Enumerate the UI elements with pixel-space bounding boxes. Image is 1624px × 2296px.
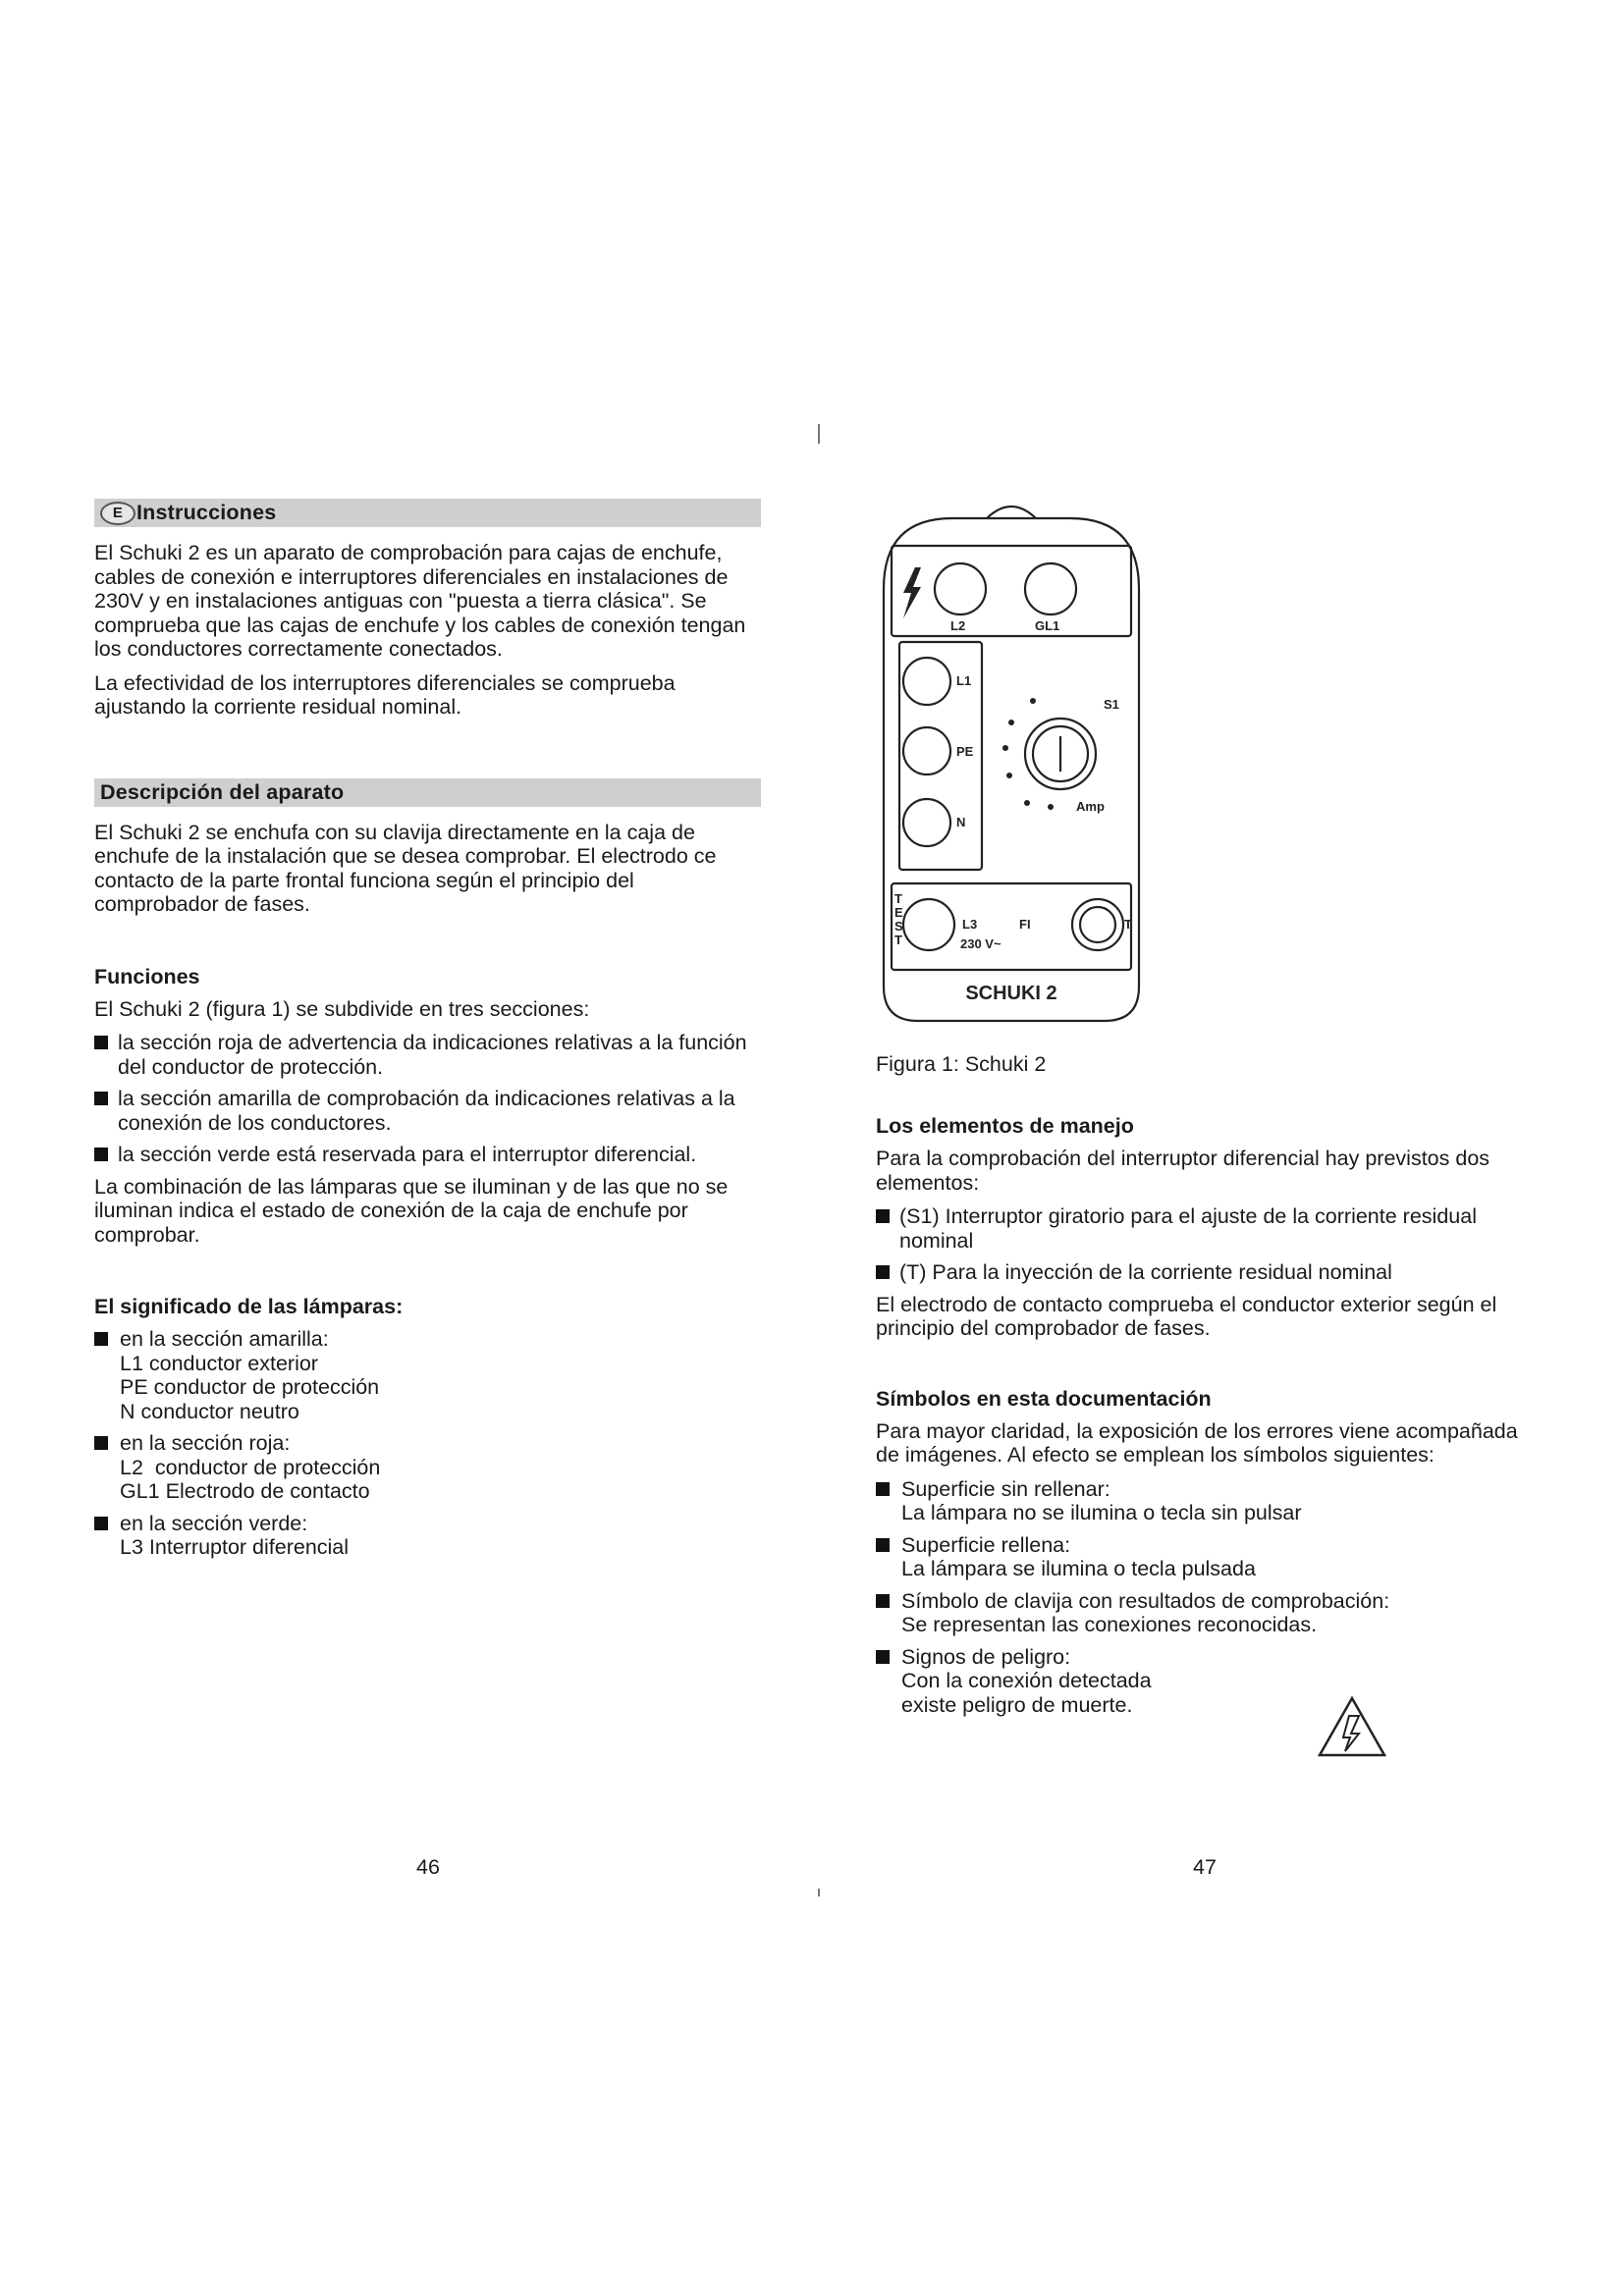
simbolos-title: Símbolos en esta documentación — [876, 1386, 1212, 1411]
manejo-list — [876, 1204, 1536, 1285]
list-item: la sección verde está reservada para el interruptor diferencial. — [94, 1143, 761, 1167]
lamp-pe — [903, 727, 950, 774]
label-t: T — [1124, 917, 1132, 932]
label-l2: L2 — [950, 618, 966, 633]
heading-descripcion: Descripción del aparato — [100, 779, 345, 804]
figure-caption: Figura 1: Schuki 2 — [876, 1052, 1047, 1076]
manejo-intro: Para la comprobación del interruptor diferencial hay previstos dos elementos: — [876, 1147, 1490, 1195]
switch-position-dots — [1002, 698, 1054, 810]
lamp-l2 — [935, 563, 986, 614]
device-name: SCHUKI 2 — [965, 983, 1057, 1004]
label-l3: L3 — [962, 917, 978, 932]
center-tick-top — [818, 424, 820, 444]
list-item: Superficie sin rellenar: La lámpara no se ilumina o tecla sin pulsar — [876, 1477, 1536, 1525]
funciones-summary: La combinación de las lámparas que se iluminan y de las que no se iluminan indica el estado de conexión de la caja de enchufe por comprobar. — [94, 1174, 729, 1247]
section-heading-instrucciones — [94, 499, 761, 527]
left-column — [94, 499, 761, 1568]
language-badge: E — [100, 502, 135, 525]
description-paragraph: El Schuki 2 se enchufa con su clavija directamente en la caja de enchufe de la instalación que se desea comprobar. El electrodo ce contacto de la parte frontal funciona según el principio del comprobador de fases. — [94, 820, 717, 916]
right-column — [876, 1113, 1536, 1725]
simbolos-list — [876, 1477, 1536, 1718]
label-fi: FI — [1019, 917, 1031, 932]
label-test-s: S — [894, 919, 903, 934]
label-gl1: GL1 — [1035, 618, 1060, 633]
heading-instrucciones: Instrucciones — [136, 501, 277, 524]
list-item: en la sección verde: L3 Interruptor diferencial — [94, 1512, 761, 1560]
label-n: N — [956, 815, 966, 829]
list-item: (S1) Interruptor giratorio para el ajuste de la corriente residual nominal — [876, 1204, 1536, 1253]
list-item: Símbolo de clavija con resultados de comprobación: Se representan las conexiones reconocidas. — [876, 1589, 1536, 1637]
lamparas-list — [94, 1327, 761, 1560]
label-l1: L1 — [956, 673, 972, 688]
simbolos-intro: Para mayor claridad, la exposición de los errores viene acompañada de imágenes. Al efecto se emplean los símbolos siguientes: — [876, 1418, 1518, 1467]
label-pe: PE — [956, 744, 974, 759]
label-test-t2: T — [894, 933, 902, 947]
label-voltage: 230 V~ — [960, 936, 1001, 951]
list-item: en la sección amarilla: L1 conductor exterior PE conductor de protección N conductor neutro — [94, 1327, 761, 1423]
list-item: Superficie rellena: La lámpara se ilumina o tecla pulsada — [876, 1533, 1536, 1581]
funciones-title: Funciones — [94, 964, 200, 988]
list-item: la sección roja de advertencia da indicaciones relativas a la función del conductor de protección. — [94, 1031, 761, 1079]
label-test-t1: T — [894, 891, 902, 906]
lightning-icon — [903, 567, 921, 618]
label-amp: Amp — [1076, 799, 1105, 814]
list-item: (T) Para la inyección de la corriente residual nominal — [876, 1260, 1536, 1285]
funciones-list — [94, 1031, 761, 1167]
label-test-e: E — [894, 905, 903, 920]
funciones-intro: El Schuki 2 (figura 1) se subdivide en tres secciones: — [94, 996, 590, 1021]
manejo-title: Los elementos de manejo — [876, 1114, 1134, 1138]
lamparas-title: El significado de las lámparas: — [94, 1295, 404, 1318]
lamp-l3 — [903, 899, 954, 950]
list-item: en la sección roja: L2 conductor de protección GL1 Electrodo de contacto — [94, 1431, 761, 1504]
list-item: la sección amarilla de comprobación da indicaciones relativas a la conexión de los conductores. — [94, 1087, 761, 1135]
page-number-left: 46 — [416, 1855, 440, 1879]
danger-warning-icon — [1316, 1694, 1388, 1759]
page-number-right: 47 — [1193, 1855, 1217, 1879]
center-tick-bottom — [818, 1889, 820, 1896]
manejo-paragraph: El electrodo de contacto comprueba el conductor exterior según el principio del comprobador de fases. — [876, 1292, 1497, 1340]
label-s1: S1 — [1104, 697, 1119, 712]
intro-paragraph-2: La efectividad de los interruptores diferenciales se comprueba ajustando la corriente residual nominal. — [94, 670, 676, 719]
lamp-l1 — [903, 658, 950, 705]
lamp-n — [903, 799, 950, 846]
schuki-device-figure — [874, 491, 1149, 1026]
intro-paragraph-1: El Schuki 2 es un aparato de comprobación para cajas de enchufe, cables de conexión e interruptores diferenciales en instalaciones de 230V y en instalaciones antiguas con "puesta a tierra clásica". Se comprueba que las cajas de enchufe y los cables de conexión tengan los conductores correctamente conectados. — [94, 541, 746, 661]
lamp-gl1 — [1025, 563, 1076, 614]
section-heading-descripcion — [94, 778, 761, 807]
list-item: Signos de peligro: Con la conexión detectada existe peligro de muerte. — [876, 1645, 1536, 1718]
